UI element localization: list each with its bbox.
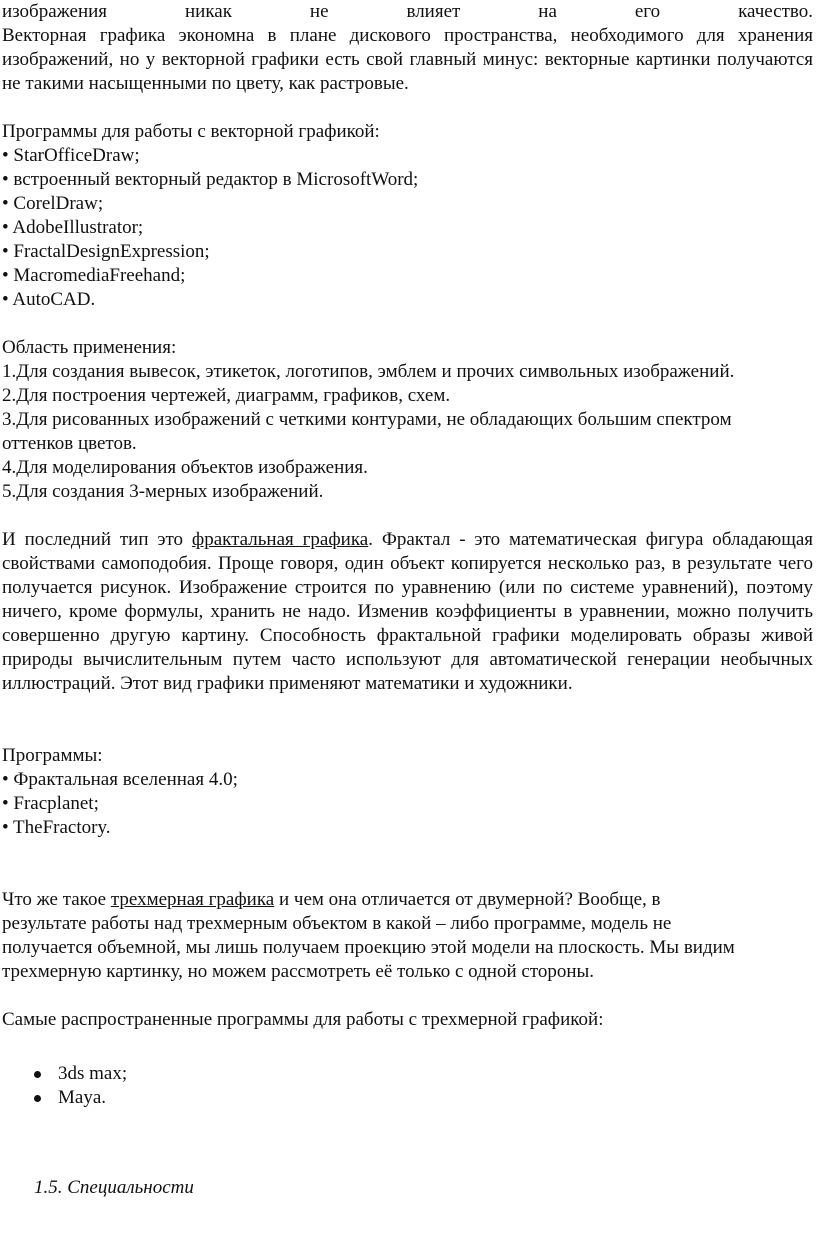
list-item: 3.Для рисованных изображений с четкими контурами, не обладающих большим спектром оттенков цветов. <box>2 409 732 454</box>
3d-programs-title: Самые распространенные программы для работы с трехмерной графикой: <box>2 1009 604 1030</box>
section-heading: 1.5. Специальности <box>34 1177 194 1198</box>
3d-graphics-link[interactable]: трехмерная графика <box>110 889 275 910</box>
list-item: 3ds max; <box>34 1062 813 1086</box>
fractal-graphics-link[interactable]: фрактальная графика <box>191 529 369 550</box>
word: никак <box>185 1 232 22</box>
list-item: • FractalDesignExpression; <box>2 241 210 262</box>
list-item: • Fracplanet; <box>2 793 99 814</box>
list-item: • Фрактальная вселенная 4.0; <box>2 769 238 790</box>
list-item: 2.Для построения чертежей, диаграмм, графиков, схем. <box>2 385 451 406</box>
paragraph-3d-line: результате работы над трехмерным объектом в какой – либо программе, модель не <box>2 913 672 934</box>
paragraph-3d-line: трехмерную картинку, но можем рассмотреть её только с одной стороны. <box>2 961 595 982</box>
word: изображения <box>2 1 108 22</box>
application-area-title: Область применения: <box>2 337 177 358</box>
vector-programs-title: Программы для работы с векторной графикой: <box>2 121 380 142</box>
list-item: 1.Для создания вывесок, этикеток, логотипов, эмблем и прочих символьных изображений. <box>2 361 735 382</box>
list-item: Maya. <box>34 1086 813 1110</box>
list-item: • встроенный векторный редактор в MicrosoftWord; <box>2 169 419 190</box>
list-item: • AutoCAD. <box>2 289 96 310</box>
paragraph-3d-line1: Что же такое трехмерная графика и чем она отличается от двумерной? Вообще, в <box>2 889 661 910</box>
list-item: • AdobeIllustrator; <box>2 217 144 238</box>
bullet-icon <box>34 1071 41 1078</box>
list-item: • StarOfficeDraw; <box>2 145 140 166</box>
word: качество. <box>738 1 813 22</box>
word: не <box>309 1 329 22</box>
word: влияет <box>406 1 461 22</box>
list-item: • CorelDraw; <box>2 193 104 214</box>
list-item: • TheFractory. <box>2 817 111 838</box>
paragraph-intro-line1 <box>2 0 813 24</box>
word: его <box>634 1 661 22</box>
list-item: 4.Для моделирования объектов изображения. <box>2 457 368 478</box>
paragraph-fractal: И последний тип это фрактальная графика. Фрактал - это математическая фигура обладающая свойствами самоподобия. Проще говоря, один объект копируется несколько раз, в результате чего получается рисунок. Изображение строится по уравнению (или по системе уравнений), поэтому ничего, кроме формулы, хранить не надо. Изменив коэффициенты в уравнении, можно получить совершенно другую картину. Способность фрактальной графики моделировать образы живой природы вычислительным путем часто используют для автоматической генерации необычных иллюстраций. Этот вид графики применяют математики и художники. <box>2 529 813 694</box>
3d-programs-list <box>2 1062 813 1110</box>
list-item: • MacromediaFreehand; <box>2 265 186 286</box>
list-item: 5.Для создания 3-мерных изображений. <box>2 481 324 502</box>
bullet-icon <box>34 1095 41 1102</box>
fractal-programs-title: Программы: <box>2 745 103 766</box>
paragraph-3d-line: получается объемной, мы лишь получаем проекцию этой модели на плоскость. Мы видим <box>2 937 735 958</box>
word: на <box>538 1 557 22</box>
paragraph-intro: Векторная графика экономна в плане дискового пространства, необходимого для хранения изображений, но у векторной графики есть свой главный минус: векторные картинки получаются не такими насыщенными по цвету, как растровые. <box>2 25 813 94</box>
